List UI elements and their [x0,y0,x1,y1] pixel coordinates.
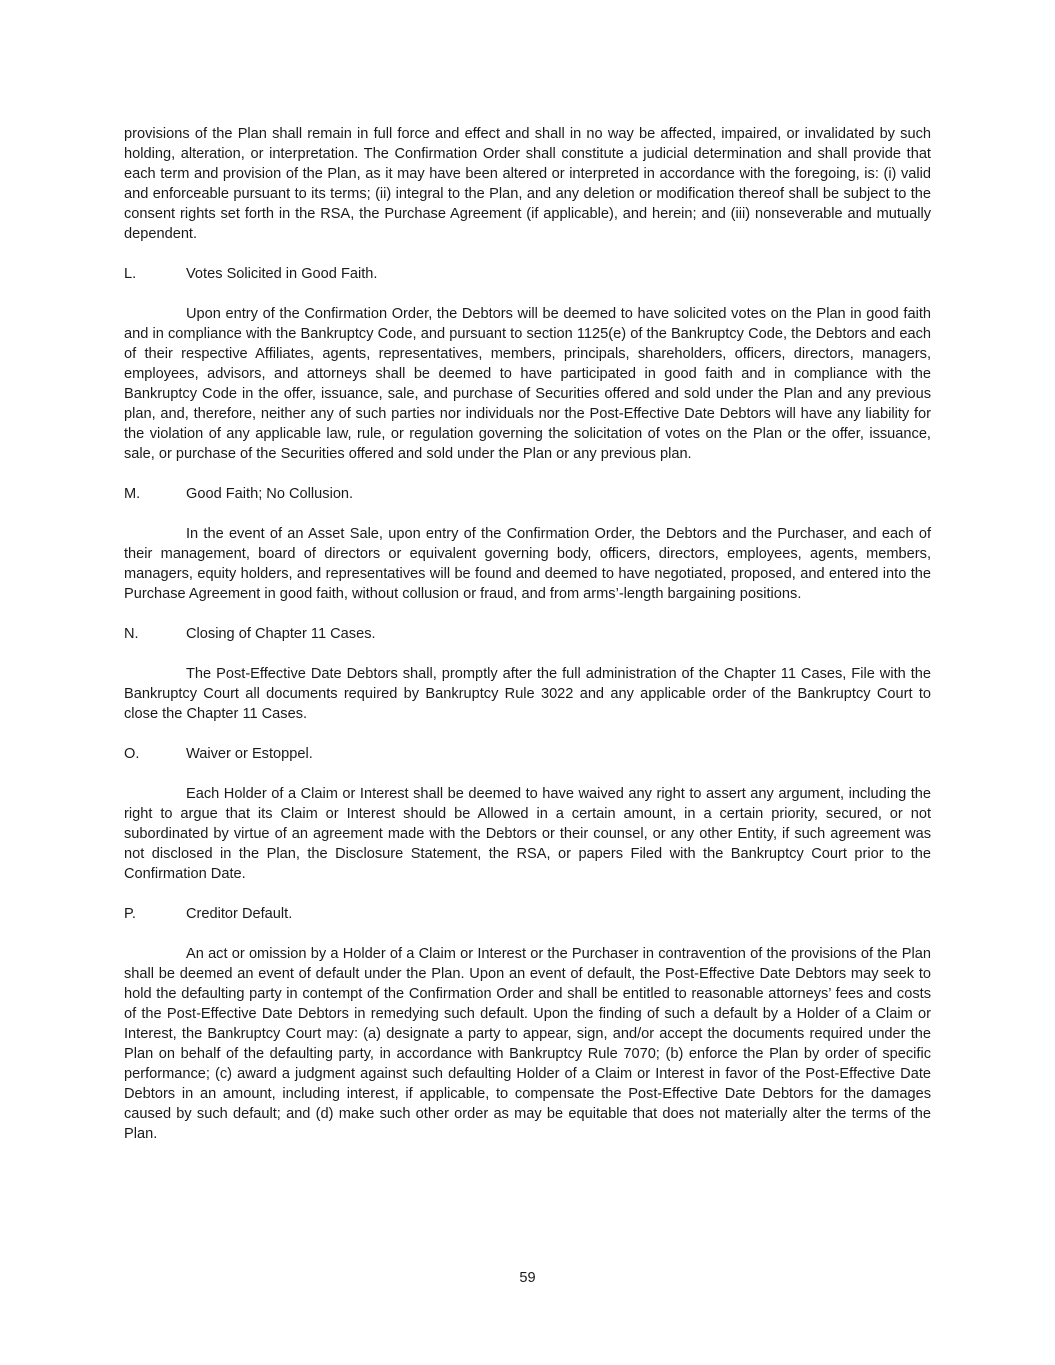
section-letter: O. [124,746,140,762]
section-heading-o [124,744,931,764]
document-page [124,124,931,1164]
section-heading-n [124,624,931,644]
section-body-o: Each Holder of a Claim or Interest shall be deemed to have waived any right to assert any argument, including the right to argue that its Claim or Interest should be Allowed in a certain amount, in a certain priority, secured, or not subordinated by virtue of an agreement made with the Debtors or their counsel, or any other Entity, if such agreement was not disclosed in the Plan, the Disclosure Statement, the RSA, or papers Filed with the Bankruptcy Court prior to the Confirmation Date. [124,786,931,882]
section-body-m: In the event of an Asset Sale, upon entry of the Confirmation Order, the Debtors and the Purchaser, and each of their management, board of directors or equivalent governing body, officers, directors, employees, agents, members, managers, equity holders, and representatives will be found and deemed to have negotiated, proposed, and entered into the Purchase Agreement in good faith, without collusion or fraud, and from arms’-length bargaining positions. [124,526,931,602]
section-letter: M. [124,486,141,502]
section-body-n: The Post-Effective Date Debtors shall, promptly after the full administration of the Chapter 11 Cases, File with the Bankruptcy Court all documents required by Bankruptcy Rule 3022 and any applicable order of the Bankruptcy Court to close the Chapter 11 Cases. [124,666,931,722]
section-letter: N. [124,626,139,642]
section-title: Votes Solicited in Good Faith. [186,266,378,282]
section-title: Closing of Chapter 11 Cases. [186,626,376,642]
intro-paragraph: provisions of the Plan shall remain in full force and effect and shall in no way be affected, impaired, or invalidated by such holding, alteration, or interpretation. The Confirmation Order shall constitute a judicial determination and shall provide that each term and provision of the Plan, as it may have been altered or interpreted in accordance with the foregoing, is: (i) valid and enforceable pursuant to its terms; (ii) integral to the Plan, and any deletion or modification thereof shall be subject to the consent rights set forth in the RSA, the Purchase Agreement (if applicable), and herein; and (iii) nonseverable and mutually dependent. [124,126,931,242]
section-body-l: Upon entry of the Confirmation Order, the Debtors will be deemed to have solicited votes on the Plan in good faith and in compliance with the Bankruptcy Code, and pursuant to section 1125(e) of the Bankruptcy Code, the Debtors and each of their respective Affiliates, agents, representatives, members, principals, shareholders, officers, directors, managers, employees, advisors, and attorneys shall be deemed to have participated in good faith and in compliance with the Bankruptcy Code in the offer, issuance, sale, and purchase of Securities offered and sold under the Plan and any previous plan, and, therefore, neither any of such parties nor individuals nor the Post-Effective Date Debtors will have any liability for the violation of any applicable law, rule, or regulation governing the solicitation of votes on the Plan or the offer, issuance, sale, or purchase of the Securities offered and sold under the Plan or any previous plan. [124,306,931,462]
section-title: Creditor Default. [186,906,293,922]
section-title: Good Faith; No Collusion. [186,486,354,502]
section-letter: L. [124,266,137,282]
section-heading-l [124,264,931,284]
section-letter: P. [124,906,136,922]
section-title: Waiver or Estoppel. [186,746,313,762]
page-number: 59 [519,1270,536,1286]
section-heading-m [124,484,931,504]
section-heading-p [124,904,931,924]
section-body-p: An act or omission by a Holder of a Claim or Interest or the Purchaser in contravention of the provisions of the Plan shall be deemed an event of default under the Plan. Upon an event of default, the Post-Effective Date Debtors may seek to hold the defaulting party in contempt of the Confirmation Order and shall be entitled to reasonable attorneys’ fees and costs of the Post-Effective Date Debtors in remedying such default. Upon the finding of such a default by a Holder of a Claim or Interest, the Bankruptcy Court may: (a) designate a party to appear, sign, and/or accept the documents required under the Plan on behalf of the defaulting party, in accordance with Bankruptcy Rule 7070; (b) enforce the Plan by order of specific performance; (c) award a judgment against such defaulting Holder of a Claim or Interest in favor of the Post-Effective Date Debtors in an amount, including interest, if applicable, to compensate the Post-Effective Date Debtors for the damages caused by such default; and (d) make such other order as may be equitable that does not materially alter the terms of the Plan. [124,946,931,1142]
